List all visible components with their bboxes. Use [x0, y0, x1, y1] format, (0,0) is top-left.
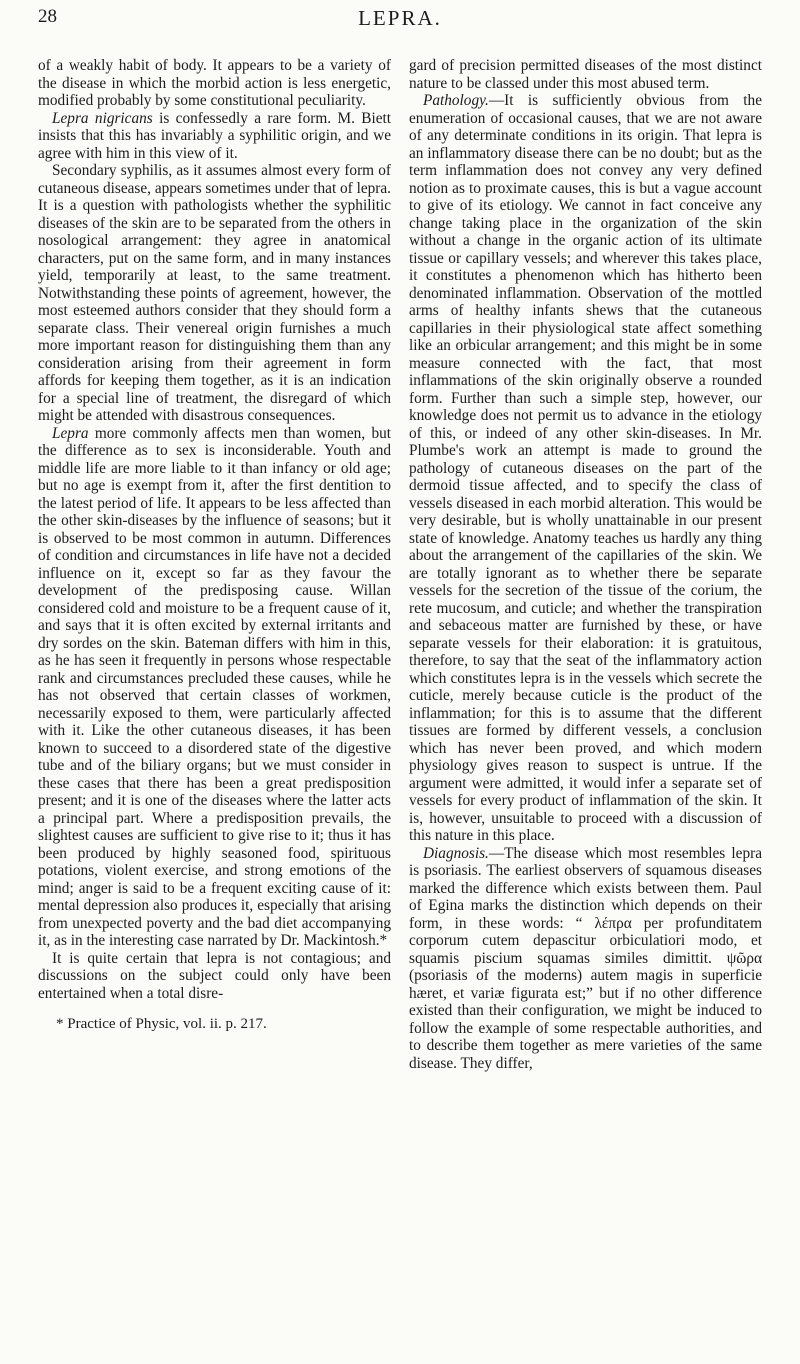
paragraph: Secondary syphilis, as it assumes almost every form of cutaneous disease, appears sometimes under that of lepra. It is a question with pathologists whether the syphilitic diseases of the skin are to be separated from the others in nosological arrangement: they agree in anatomical characters, put on the same form, and in many instances yield, temporarily at least, to the same treatment. Notwithstanding these points of agreement, however, the most esteemed authors consider that they should form a separate class. Their venereal origin furnishes a much more important reason for distinguishing them than any consideration arising from their agreement in form affords for keeping them together, as it is an indication for a special line of treatment, the disregard of which might be attended with disastrous consequences. — [38, 162, 391, 424]
footnote: * Practice of Physic, vol. ii. p. 217. — [56, 1016, 267, 1032]
page-number: 28 — [38, 6, 57, 27]
paragraph — [409, 92, 762, 845]
right-column — [409, 57, 762, 1072]
running-head — [0, 6, 800, 36]
paragraph: gard of precision permitted diseases of the most distinct nature to be classed under this most abused term. — [409, 57, 762, 92]
paragraph: It is quite certain that lepra is not contagious; and discussions on the subject could only have been entertained when a total disre- — [38, 949, 391, 1002]
paragraph-lead: Lepra — [52, 424, 89, 442]
paragraph-lead: Lepra nigricans — [52, 109, 153, 127]
paragraph-body: —The disease which most resembles lepra is psoriasis. The earliest observers of squamous diseases marked the difference which exists between them. Paul of Egina marks the distinction which depends on their form, in these words: “ λέπρα per profunditatem corporum cutem depascitur orbiculatiori modo, et squamis piscium squamas similes dimittit. ψῶρα (psoriasis of the moderns) autem magis in superficie hæret, et variæ figurata est;” but if no other difference existed than their configuration, we might be induced to follow the example of some respectable authorities, and to describe them together as mere varieties of the same disease. They differ, — [409, 844, 762, 1072]
paragraph-body: more commonly affects men than women, but the difference as to sex is inconsiderable. Youth and middle life are more liable to it than infancy or old age; but no age is exempt from it, after the first dentition to the latest period of life. It appears to be less affected than the other skin-diseases by the influence of seasons; but it is observed to be most common in autumn. Differences of condition and circumstances in life have not a decided influence on it, except so far as they favour the development of the predisposing cause. Willan considered cold and moisture to be a frequent cause of it, and says that it is often excited by external irritants and dry sordes on the skin. Bateman differs with him in this, as he has seen it frequently in persons whose respectable rank and circumstances precluded these causes, while he has not observed that certain classes of workmen, necessarily exposed to them, were particularly affected with it. Like the other cutaneous diseases, it has been known to succeed to a disordered state of the digestive tube and of the biliary organs; but we must consider in these cases that there has been a great predisposition present; and it is one of the diseases where the latter acts a principal part. Where a predisposition prevails, the slightest causes are sufficient to give rise to it; thus it has been produced by highly seasoned food, spirituous potations, violent exercise, and strong emotions of the mind; anger is said to be a frequent exciting cause of it: mental depression also produces it, especially that arising from unexpected poverty and the bad diet accompanying it, as in the interesting case narrated by Dr. Mackintosh.* — [38, 424, 391, 949]
section-heading-pathology: Pathology. — [423, 92, 489, 109]
paragraph-body: is confessedly a rare form. M. Biett insists that this has invariably a syphilitic origin, and we agree with him in this view of it. — [38, 109, 392, 162]
paragraph-body: —It is sufficiently obvious from the enumeration of occasional causes, that we are not aware of any determinate conditions in its origin. That lepra is an inflammatory disease there can be no doubt; but as the term inflammation does not convey any very defined notion as to proximate causes, this is but a vague account to give of its etiology. We cannot in fact conceive any change taking place in the organization of the skin without a change in the organic action of its ultimate tissue or capillary vessels; and wherever this takes place, it constitutes a phenomenon which has hitherto been denominated inflammation. Observation of the mottled arms of healthy infants shews that the cutaneous capillaries in their physiological state affect something like an orbicular arrangement; and this might be in some measure connected with the fact, that most inflammations of the skin originally observe a rounded form. Further than such a simple step, however, our knowledge does not permit us to advance in the etiology of this, or indeed of any other skin-diseases. In Mr. Plumbe's work an attempt is made to ground the pathology of cutaneous diseases on the part of the dermoid tissue affected, and to specify the class of vessels diseased in each morbid alteration. This would be very desirable, but is wholly unattainable in our present state of knowledge. Anatomy teaches us hardly any thing about the arrangement of the capillaries of the skin. We are totally ignorant as to whether there be separate vessels for the secretion of the tissue of the corium, the rete mucosum, and cuticle; and whether the transpiration and sebaceous matter are furnished by these, or have separate vessels for their elaboration: it is gratuitous, therefore, to say that the seat of the inflammatory action which constitutes lepra is in the vessels which secrete the cuticle, merely because cuticle is the product of the inflammation; for this is to assume that the different tissues are formed by different vessels, a conclusion which has never been proved, and which modern physiology gives reason to suspect is untrue. If the argument were admitted, it would infer a separate set of vessels for every product of inflammation of the skin. It is, however, unsuitable to proceed with a discussion of this nature in this place. — [409, 92, 762, 844]
paragraph — [38, 110, 391, 163]
section-heading-diagnosis: Diagnosis. — [423, 844, 489, 862]
running-title: LEPRA. — [358, 6, 442, 30]
left-column — [38, 57, 391, 1034]
paragraph — [409, 845, 762, 1073]
paragraph: of a weakly habit of body. It appears to be a variety of the disease in which the morbid action is less energetic, modified probably by some constitutional peculiarity. — [38, 57, 391, 109]
paragraph — [38, 425, 391, 950]
